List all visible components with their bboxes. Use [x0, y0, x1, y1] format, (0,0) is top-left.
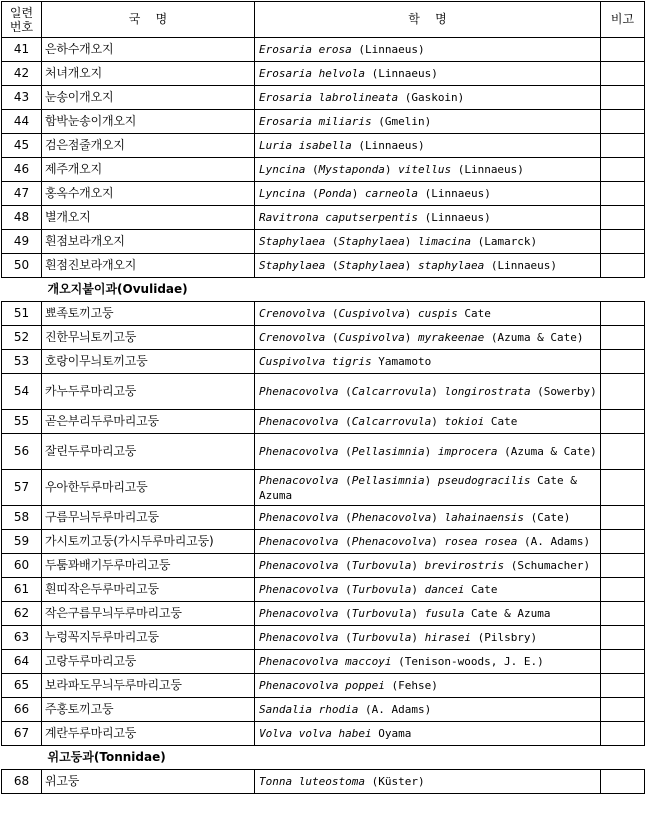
scientific-name-cell [255, 470, 601, 506]
scientific-name-cell [255, 530, 601, 554]
scientific-name-italic-part: Pellasimnia [351, 473, 425, 487]
korean-name-cell: 가시토끼고둥(가시두루마리고둥) [42, 530, 255, 554]
scientific-name-plain-part: (Tenison-woods, J. E.) [391, 655, 544, 668]
header-remarks: 비고 [601, 2, 645, 38]
scientific-name-italic-part: Lyncina [259, 187, 306, 200]
scientific-name-italic-part: Staphylaea [338, 235, 405, 248]
scientific-name-plain-part: ) [404, 259, 418, 272]
scientific-name-italic-part: Tonna luteostoma [259, 775, 365, 788]
korean-name-cell: 위고둥 [42, 770, 255, 794]
korean-name-cell: 제주개오지 [42, 158, 255, 182]
scientific-name-plain-part: (Linnaeus) [451, 163, 524, 176]
scientific-name-plain-part: ( [338, 511, 352, 524]
scientific-name-cell [255, 302, 601, 326]
korean-name-cell: 함박눈송이개오지 [42, 110, 255, 134]
serial-number-cell: 57 [2, 470, 42, 506]
remarks-cell [601, 530, 645, 554]
scientific-name-cell [255, 626, 601, 650]
scientific-name-plain-part: ) [431, 511, 445, 524]
family-name: 위고둥과(Tonnidae) [2, 746, 645, 770]
table-body [2, 38, 645, 794]
scientific-name-italic-part: carneola [364, 187, 418, 200]
scientific-name-plain-part: ( [338, 559, 352, 572]
scientific-name-italic-part: vitellus [398, 163, 452, 176]
table-row [2, 206, 645, 230]
korean-name-cell: 별개오지 [42, 206, 255, 230]
korean-name-cell: 곧은부리두루마리고둥 [42, 410, 255, 434]
scientific-name-italic-part: brevirostris [424, 559, 505, 572]
scientific-name-italic-part: staphylaea [417, 259, 485, 272]
scientific-name-plain-part: (Linnaeus) [417, 187, 491, 200]
remarks-cell [601, 206, 645, 230]
remarks-cell [601, 230, 645, 254]
scientific-name-italic-part: Cuspivolva [338, 331, 405, 344]
scientific-name-italic-part: improcera [437, 445, 498, 458]
remarks-cell [601, 350, 645, 374]
scientific-name-plain-part: ) [431, 385, 445, 398]
table-row [2, 470, 645, 506]
scientific-name-italic-part: Phenacovolva [259, 511, 339, 524]
table-row [2, 506, 645, 530]
remarks-cell [601, 302, 645, 326]
scientific-name-plain-part: Cate [457, 307, 491, 320]
table-row [2, 410, 645, 434]
scientific-name-cell [255, 230, 601, 254]
scientific-name-cell [255, 434, 601, 470]
table-row [2, 374, 645, 410]
table-row [2, 134, 645, 158]
scientific-name-italic-part: lahainaensis [444, 511, 524, 524]
header-scientific-name: 학 명 [255, 2, 601, 38]
serial-number-cell: 63 [2, 626, 42, 650]
header-row [2, 2, 645, 38]
scientific-name-cell [255, 350, 601, 374]
remarks-cell [601, 554, 645, 578]
scientific-name-italic-part: fusula [424, 607, 465, 620]
scientific-name-plain-part: (Linnaeus) [364, 67, 438, 80]
scientific-name-italic-part: Phenacovolva maccoyi [259, 655, 392, 668]
serial-number-cell: 50 [2, 254, 42, 278]
scientific-name-cell [255, 602, 601, 626]
serial-number-cell: 64 [2, 650, 42, 674]
scientific-name-italic-part: Crenovolva [259, 331, 326, 344]
scientific-name-italic-part: Lyncina [259, 163, 306, 176]
scientific-name-cell [255, 86, 601, 110]
scientific-name-plain-part: ( [338, 631, 352, 644]
serial-number-cell: 47 [2, 182, 42, 206]
scientific-name-italic-part: Erosaria erosa [259, 43, 352, 56]
scientific-name-italic-part: Phenacovolva [259, 607, 339, 620]
serial-number-cell: 66 [2, 698, 42, 722]
family-header-row [2, 278, 645, 302]
scientific-name-italic-part: tokioi [444, 415, 485, 428]
scientific-name-cell [255, 722, 601, 746]
scientific-name-plain-part: (Gmelin) [371, 115, 432, 128]
korean-name-cell: 주홍토끼고둥 [42, 698, 255, 722]
scientific-name-cell [255, 326, 601, 350]
scientific-name-plain-part: (Schumacher) [504, 559, 591, 572]
korean-name-cell: 흰점보라개오지 [42, 230, 255, 254]
scientific-name-italic-part: Phenacovolva [259, 631, 339, 644]
table-row [2, 350, 645, 374]
korean-name-cell: 은하수개오지 [42, 38, 255, 62]
scientific-name-italic-part: Turbovula [351, 631, 412, 644]
scientific-name-italic-part: Calcarrovula [351, 385, 432, 398]
remarks-cell [601, 698, 645, 722]
scientific-name-italic-part: Phenacovolva [259, 385, 339, 398]
scientific-name-cell [255, 158, 601, 182]
scientific-name-plain-part: Oyama [371, 727, 412, 740]
scientific-name-italic-part: Erosaria labrolineata [259, 91, 399, 104]
scientific-name-plain-part: (Lamarck) [470, 235, 538, 248]
remarks-cell [601, 326, 645, 350]
serial-number-cell: 45 [2, 134, 42, 158]
scientific-name-italic-part: Luria isabella [259, 139, 352, 152]
table-row [2, 674, 645, 698]
scientific-name-italic-part: Ravitrona caputserpentis [259, 211, 418, 224]
table-row [2, 230, 645, 254]
table-row [2, 302, 645, 326]
serial-number-cell: 60 [2, 554, 42, 578]
scientific-name-plain-part: ( [325, 259, 339, 272]
scientific-name-plain-part: (Sowerby) [530, 385, 597, 398]
scientific-name-cell [255, 698, 601, 722]
scientific-name-italic-part: Turbovula [351, 607, 412, 620]
species-table [1, 1, 645, 794]
remarks-cell [601, 434, 645, 470]
scientific-name-italic-part: longirostrata [444, 385, 531, 398]
scientific-name-plain-part: (Fehse) [384, 679, 438, 692]
table-row [2, 722, 645, 746]
remarks-cell [601, 62, 645, 86]
remarks-cell [601, 158, 645, 182]
korean-name-cell: 홍옥수개오지 [42, 182, 255, 206]
scientific-name-cell [255, 770, 601, 794]
scientific-name-cell [255, 506, 601, 530]
korean-name-cell: 작은구름무늬두루마리고둥 [42, 602, 255, 626]
scientific-name-italic-part: Ponda [318, 187, 352, 200]
scientific-name-italic-part: Mystaponda [318, 163, 385, 176]
scientific-name-italic-part: Crenovolva [259, 307, 326, 320]
scientific-name-plain-part: ( [338, 535, 352, 548]
serial-number-cell: 56 [2, 434, 42, 470]
scientific-name-italic-part: Staphylaea [338, 259, 405, 272]
scientific-name-italic-part: cuspis [417, 307, 458, 320]
scientific-name-cell [255, 554, 601, 578]
serial-number-cell: 61 [2, 578, 42, 602]
scientific-name-italic-part: Cuspivolva tigris [259, 355, 372, 368]
scientific-name-plain-part: (Azuma & Cate) [497, 445, 597, 458]
serial-number-cell: 62 [2, 602, 42, 626]
serial-number-cell: 65 [2, 674, 42, 698]
korean-name-cell: 흰점진보라개오지 [42, 254, 255, 278]
scientific-name-italic-part: Phenacovolva [351, 535, 432, 548]
scientific-name-plain-part: ( [338, 607, 352, 620]
scientific-name-plain-part: ) [404, 307, 418, 320]
scientific-name-italic-part: Sandalia rhodia [259, 703, 359, 716]
table-row [2, 158, 645, 182]
remarks-cell [601, 110, 645, 134]
remarks-cell [601, 506, 645, 530]
scientific-name-plain-part: ) [411, 583, 425, 596]
korean-name-cell: 계란두루마리고둥 [42, 722, 255, 746]
scientific-name-plain-part: (Küster) [364, 775, 425, 788]
scientific-name-plain-part: (Azuma & Cate) [484, 331, 584, 344]
serial-number-cell: 68 [2, 770, 42, 794]
scientific-name-cell [255, 410, 601, 434]
scientific-name-italic-part: rosea rosea [444, 535, 518, 548]
scientific-name-italic-part: Erosaria miliaris [259, 115, 372, 128]
scientific-name-italic-part: Phenacovolva [259, 445, 339, 458]
scientific-name-plain-part: ( [338, 415, 352, 428]
scientific-name-italic-part: Phenacovolva [259, 535, 339, 548]
serial-number-cell: 51 [2, 302, 42, 326]
table-row [2, 650, 645, 674]
scientific-name-italic-part: Calcarrovula [351, 415, 432, 428]
korean-name-cell: 검은점줄개오지 [42, 134, 255, 158]
scientific-name-italic-part: Turbovula [351, 583, 412, 596]
scientific-name-italic-part: Volva volva habei [259, 727, 372, 740]
table-row [2, 38, 645, 62]
scientific-name-italic-part: Pellasimnia [351, 445, 425, 458]
korean-name-cell: 구름무늬두루마리고둥 [42, 506, 255, 530]
scientific-name-plain-part: ( [338, 445, 352, 458]
scientific-name-plain-part: ) [404, 235, 418, 248]
korean-name-cell: 진한무늬토끼고둥 [42, 326, 255, 350]
scientific-name-plain-part: (A. Adams) [358, 703, 432, 716]
scientific-name-plain-part: ) [351, 187, 365, 200]
serial-number-cell: 58 [2, 506, 42, 530]
scientific-name-plain-part: ( [338, 583, 352, 596]
scientific-name-plain-part: ) [431, 415, 445, 428]
remarks-cell [601, 626, 645, 650]
scientific-name-plain-part: Cate & Azuma [259, 473, 577, 502]
remarks-cell [601, 602, 645, 626]
scientific-name-italic-part: hirasei [424, 631, 471, 644]
scientific-name-plain-part: ( [305, 187, 319, 200]
scientific-name-plain-part: ( [338, 473, 352, 487]
scientific-name-italic-part: Phenacovolva [259, 473, 339, 487]
serial-number-cell: 41 [2, 38, 42, 62]
scientific-name-plain-part: Cate [484, 415, 518, 428]
scientific-name-plain-part: (Linnaeus) [484, 259, 558, 272]
scientific-name-italic-part: Phenacovolva [351, 511, 432, 524]
serial-number-cell: 49 [2, 230, 42, 254]
remarks-cell [601, 770, 645, 794]
table-row [2, 86, 645, 110]
serial-number-cell: 55 [2, 410, 42, 434]
scientific-name-plain-part: (Gaskoin) [398, 91, 465, 104]
scientific-name-plain-part: ) [384, 163, 399, 176]
serial-number-cell: 48 [2, 206, 42, 230]
scientific-name-plain-part: ) [404, 331, 418, 344]
scientific-name-plain-part: Cate & Azuma [464, 607, 551, 620]
scientific-name-plain-part: ( [325, 235, 339, 248]
scientific-name-plain-part: ( [325, 307, 339, 320]
remarks-cell [601, 470, 645, 506]
scientific-name-plain-part: (A. Adams) [517, 535, 591, 548]
table-row [2, 530, 645, 554]
serial-number-cell: 53 [2, 350, 42, 374]
scientific-name-italic-part: limacina [417, 235, 471, 248]
scientific-name-italic-part: Turbovula [351, 559, 412, 572]
scientific-name-italic-part: Staphylaea [259, 259, 326, 272]
scientific-name-cell [255, 374, 601, 410]
scientific-name-italic-part: Cuspivolva [338, 307, 405, 320]
scientific-name-italic-part: Phenacovolva [259, 415, 339, 428]
remarks-cell [601, 650, 645, 674]
scientific-name-italic-part: pseudogracilis [437, 473, 531, 487]
korean-name-cell: 뾰족토끼고둥 [42, 302, 255, 326]
scientific-name-cell [255, 206, 601, 230]
scientific-name-italic-part: Phenacovolva poppei [259, 679, 385, 692]
remarks-cell [601, 254, 645, 278]
table-row [2, 626, 645, 650]
scientific-name-plain-part: ) [424, 445, 438, 458]
table-row [2, 770, 645, 794]
scientific-name-plain-part: (Linnaeus) [417, 211, 491, 224]
scientific-name-italic-part: Staphylaea [259, 235, 326, 248]
remarks-cell [601, 38, 645, 62]
scientific-name-cell [255, 110, 601, 134]
remarks-cell [601, 86, 645, 110]
scientific-name-plain-part: Yamamoto [371, 355, 432, 368]
table-row [2, 62, 645, 86]
korean-name-cell: 흰띠작은두루마리고둥 [42, 578, 255, 602]
header-serial-number [2, 2, 42, 38]
table-row [2, 326, 645, 350]
family-header-row [2, 746, 645, 770]
remarks-cell [601, 674, 645, 698]
scientific-name-cell [255, 38, 601, 62]
family-name: 개오지붙이과(Ovulidae) [2, 278, 645, 302]
scientific-name-cell [255, 182, 601, 206]
scientific-name-italic-part: Erosaria helvola [259, 67, 365, 80]
scientific-name-plain-part: ( [325, 331, 339, 344]
serial-number-cell: 43 [2, 86, 42, 110]
remarks-cell [601, 374, 645, 410]
serial-number-cell: 52 [2, 326, 42, 350]
remarks-cell [601, 578, 645, 602]
scientific-name-plain-part: (Linnaeus) [351, 139, 425, 152]
scientific-name-cell [255, 134, 601, 158]
scientific-name-italic-part: dancei [424, 583, 465, 596]
serial-number-cell: 67 [2, 722, 42, 746]
scientific-name-plain-part: (Linnaeus) [351, 43, 425, 56]
scientific-name-plain-part: (Cate) [523, 511, 571, 524]
remarks-cell [601, 134, 645, 158]
scientific-name-cell [255, 674, 601, 698]
korean-name-cell: 누렁꼭지두루마리고둥 [42, 626, 255, 650]
scientific-name-cell [255, 62, 601, 86]
scientific-name-plain-part: ( [338, 385, 352, 398]
header-serial-number-line1: 일련 [9, 5, 34, 20]
korean-name-cell: 카누두루마리고둥 [42, 374, 255, 410]
serial-number-cell: 59 [2, 530, 42, 554]
remarks-cell [601, 722, 645, 746]
table-row [2, 110, 645, 134]
serial-number-cell: 46 [2, 158, 42, 182]
serial-number-cell: 44 [2, 110, 42, 134]
korean-name-cell: 호랑이무늬토끼고둥 [42, 350, 255, 374]
scientific-name-plain-part: ) [431, 535, 445, 548]
serial-number-cell: 54 [2, 374, 42, 410]
table-row [2, 698, 645, 722]
scientific-name-cell [255, 650, 601, 674]
table-row [2, 434, 645, 470]
table-row [2, 182, 645, 206]
scientific-name-plain-part: ) [424, 473, 438, 487]
scientific-name-plain-part: Cate [464, 583, 498, 596]
korean-name-cell: 처녀개오지 [42, 62, 255, 86]
korean-name-cell: 눈송이개오지 [42, 86, 255, 110]
scientific-name-plain-part: ) [411, 559, 425, 572]
header-korean-name: 국 명 [42, 2, 255, 38]
remarks-cell [601, 182, 645, 206]
table-row [2, 578, 645, 602]
korean-name-cell: 보라파도무늬두루마리고둥 [42, 674, 255, 698]
table-row [2, 554, 645, 578]
scientific-name-italic-part: myrakeenae [417, 331, 485, 344]
scientific-name-plain-part: ) [411, 631, 425, 644]
scientific-name-cell [255, 578, 601, 602]
scientific-name-italic-part: Phenacovolva [259, 559, 339, 572]
scientific-name-cell [255, 254, 601, 278]
scientific-name-plain-part: ) [411, 607, 425, 620]
header-serial-number-line2: 번호 [9, 19, 34, 34]
table-row [2, 254, 645, 278]
scientific-name-plain-part: ( [305, 163, 319, 176]
korean-name-cell: 두툼꽈배기두루마리고둥 [42, 554, 255, 578]
serial-number-cell: 42 [2, 62, 42, 86]
table-row [2, 602, 645, 626]
korean-name-cell: 우아한두루마리고둥 [42, 470, 255, 506]
scientific-name-italic-part: Phenacovolva [259, 583, 339, 596]
remarks-cell [601, 410, 645, 434]
scientific-name-plain-part: (Pilsbry) [470, 631, 538, 644]
korean-name-cell: 고랑두루마리고둥 [42, 650, 255, 674]
korean-name-cell: 잘린두루마리고둥 [42, 434, 255, 470]
